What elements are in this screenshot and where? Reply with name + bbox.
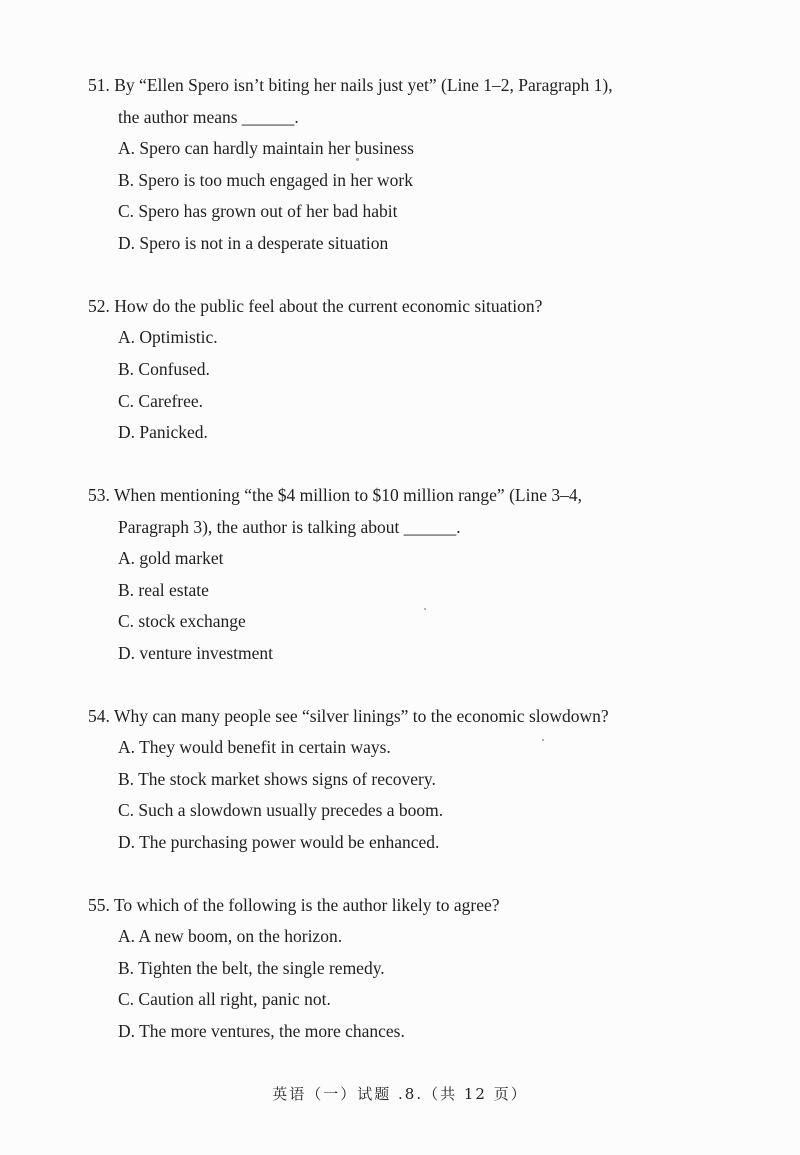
option-b: B. Spero is too much engaged in her work [118, 170, 414, 190]
option-c: C. stock exchange [118, 611, 246, 631]
option-b: B. The stock market shows signs of recovery. [118, 769, 436, 789]
question-stem-line [88, 894, 738, 916]
option-d: D. Panicked. [118, 422, 208, 442]
question-stem-line [88, 295, 738, 317]
question-number: 53. [88, 485, 110, 505]
question-stem-text: When mentioning “the $4 million to $10 million range” (Line 3–4, [113, 485, 582, 505]
option-b: B. Tighten the belt, the single remedy. [118, 958, 385, 978]
option-c: C. Carefree. [118, 391, 204, 411]
option-a: A. Spero can hardly maintain her business [118, 138, 414, 158]
question-number: 51. [88, 75, 110, 95]
option-b: B. Confused. [118, 359, 210, 379]
question-number: 55. [88, 895, 110, 915]
question-stem-line [88, 484, 738, 506]
page-footer: 英语（一）试题 .8.（共 12 页） [272, 1085, 528, 1103]
option-d: D. The more ventures, the more chances. [118, 1021, 405, 1041]
option-a: A. A new boom, on the horizon. [118, 926, 343, 946]
question-number: 54. [88, 706, 110, 726]
option-c: C. Such a slowdown usually precedes a boom. [118, 800, 444, 820]
option-d: D. venture investment [118, 643, 274, 663]
question-number: 52. [88, 296, 110, 316]
question-stem-line: Paragraph 3), the author is talking about ______. [118, 517, 461, 537]
question-stem-line: the author means ______. [118, 107, 299, 127]
option-d: D. Spero is not in a desperate situation [118, 233, 389, 253]
scan-speck [542, 739, 544, 741]
question-stem-line [88, 705, 738, 727]
option-c: C. Spero has grown out of her bad habit [118, 201, 398, 221]
option-a: A. They would benefit in certain ways. [118, 737, 391, 757]
option-b: B. real estate [118, 580, 209, 600]
option-a: A. gold market [118, 548, 224, 568]
scan-speck [424, 608, 426, 610]
question-stem-text: Why can many people see “silver linings” to the economic slowdown? [113, 706, 609, 726]
scan-speck [356, 158, 359, 161]
question-stem-line [88, 74, 738, 96]
option-d: D. The purchasing power would be enhanced. [118, 832, 440, 852]
option-a: A. Optimistic. [118, 327, 218, 347]
question-stem-text: To which of the following is the author likely to agree? [113, 895, 500, 915]
question-stem-text: By “Ellen Spero isn’t biting her nails just yet” (Line 1–2, Paragraph 1), [114, 75, 613, 95]
option-c: C. Caution all right, panic not. [118, 989, 331, 1009]
question-stem-text: How do the public feel about the current economic situation? [114, 296, 543, 316]
